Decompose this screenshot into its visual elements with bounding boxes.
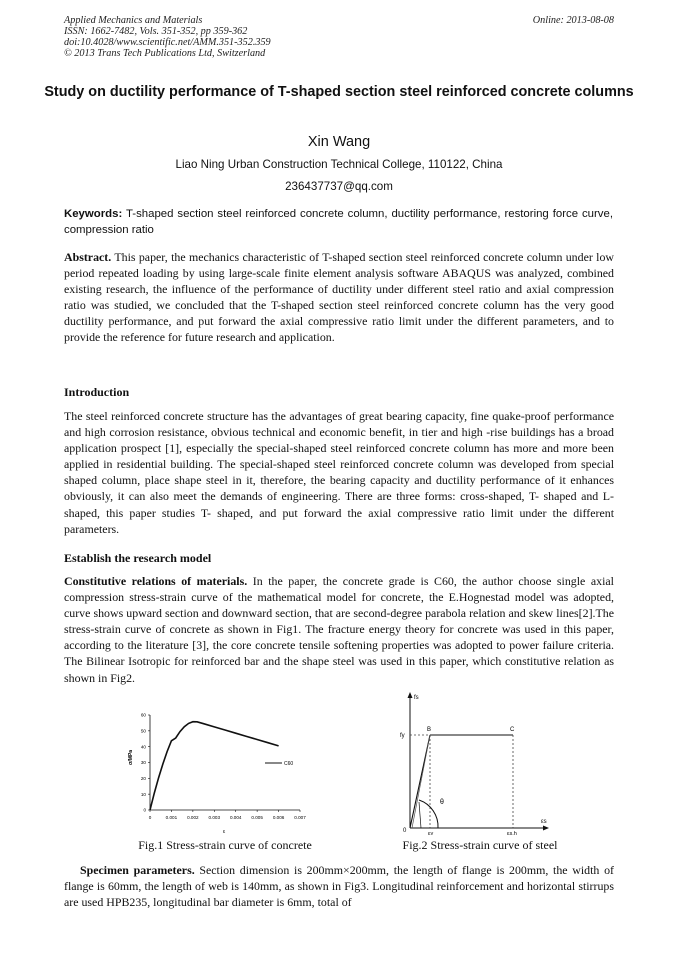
keywords-label: Keywords: <box>64 208 123 220</box>
fig1-xtick-label: 0.006 <box>272 815 285 820</box>
constitutive-text: In the paper, the concrete grade is C60, the author choose single axial compression stress-strain curve of the mathematical model for concrete, the E.Hognestad model was adopted, curve shows upward section and downward section, that are second-degree parabola relation and skew lines[2].The stress-strain curve of concrete as shown in Fig1. The fracture energy theory for concrete was used in this paper, according to the literature [3], the core concrete tensile softening properties was adopted to power failure criteria. The Bilinear Isotropic for reinforced bar and the shape steel was used in this paper, which constitutive relation as shown in Fig2. <box>64 574 614 685</box>
fig2-ey-label: εy <box>428 831 434 835</box>
fig1-xtick-label: 0.001 <box>165 815 178 820</box>
running-header <box>64 15 614 59</box>
fig1-ytick-label: 30 <box>140 760 146 766</box>
fig2-b-label: B <box>427 727 432 733</box>
fig2-x-arrow-icon <box>543 826 549 831</box>
issn: ISSN: 1662-7482, Vols. 351-352, pp 359-362 <box>64 26 248 37</box>
fig1-ytick-label: 60 <box>140 712 146 718</box>
fig1-ytick-label: 20 <box>140 775 146 781</box>
fig2-caption: Fig.2 Stress-strain curve of steel <box>402 838 558 852</box>
fig1-concrete-chart <box>110 705 320 835</box>
introduction-heading: Introduction <box>64 385 130 399</box>
fig1-ytick-label: 50 <box>140 728 146 734</box>
fig1-series-line-c60 <box>150 722 279 810</box>
fig2-fy-label: fy <box>400 733 405 739</box>
fig1-xtick-label: 0.003 <box>208 815 221 820</box>
fig1-xtick-label: 0 <box>148 815 152 820</box>
fig2-origin-label: 0 <box>403 828 407 834</box>
fig2-unload-line <box>419 802 421 828</box>
abstract <box>64 249 614 346</box>
abstract-text: This paper, the mechanics characteristic of T-shaped section steel reinforced concrete column under low period repeated loading by using large-scale finite element analysis software ABAQUS was analyzed, combined existing research, the influence of the performance of ductility under different steel ratio and axial compression ratio was studied, we concluded that the T-shaped section steel reinforced concrete column has the very good ductility performance, and put forward the axial compressive ratio limit under the different parameters, and to provide the reference for future research and application. <box>64 250 614 345</box>
specimen-label: Specimen parameters. <box>80 863 195 877</box>
journal-name: Applied Mechanics and Materials <box>64 15 203 26</box>
fig1-ytick-label: 40 <box>140 744 146 750</box>
fig2-y-arrow-icon <box>408 692 413 698</box>
fig1-xtick-label: 0.002 <box>187 815 199 820</box>
keywords-text: T-shaped section steel reinforced concrete column, ductility performance, restoring force curve, compression ratio <box>64 208 613 236</box>
fig1-xlabel: ε <box>223 829 226 835</box>
affiliation: Liao Ning Urban Construction Technical College, 110122, China <box>175 158 503 171</box>
abstract-label: Abstract. <box>64 250 112 264</box>
fig1-caption: Fig.1 Stress-strain curve of concrete <box>138 838 312 852</box>
fig2-theta-label: θ <box>440 799 444 806</box>
copyright: © 2013 Trans Tech Publications Ltd, Switzerland <box>64 48 266 59</box>
author-name: Xin Wang <box>307 134 371 150</box>
fig2-esh-label: εs,h <box>507 831 517 835</box>
fig1-ytick-label: 10 <box>140 791 146 797</box>
constitutive-label: Constitutive relations of materials. <box>64 574 248 588</box>
specimen-text: Section dimension is 200mm×200mm, the length of flange is 200mm, the width of flange is 60mm, the length of web is 140mm, as shown in Fig3. Longitudinal reinforcement and horizontal stirrups are used HPB235, longitudinal bar diameter is 6mm, total of <box>64 863 614 910</box>
fig1-legend-label: C60 <box>284 761 294 767</box>
fig1-ytick-label: 0 <box>143 807 146 813</box>
online-date: Online: 2013-08-08 <box>532 15 614 26</box>
fig2-elastic-line-2 <box>412 735 430 828</box>
fig2-theta-arc <box>419 800 438 828</box>
fig1-xtick-label: 0.007 <box>294 815 306 820</box>
fig2-axis-y-label: fs <box>414 695 419 701</box>
constitutive-paragraph <box>64 573 614 686</box>
introduction-text: The steel reinforced concrete structure has the advantages of great bearing capacity, fine quake-proof performance and high corrosion resistance, obvious technical and economic benefit, in tier and high -rise buildings has a broad application prospect [1], especially the special-shaped steel reinforced concrete column has more and more been applied in residential building. The special-shaped steel reinforced concrete column was developed from special shaped column, place shape steel in it, therefore, the bearing capacity and ductility performance of it enhances obviously, it can also meet the demands of engineering. There are three forms: cross-shaped, T- shaped and L- shaped, this paper studies T- shaped, and put forward the axial compressive ratio limit under the different parameters. <box>64 409 614 536</box>
fig2-c-label: C <box>510 727 515 733</box>
fig1-xtick-label: 0.005 <box>251 815 263 820</box>
fig1-ylabel: σ/MPa <box>128 749 134 765</box>
fig1-ticks <box>141 713 306 820</box>
author-email: 236437737@qq.com <box>285 180 393 193</box>
fig1-xtick-label: 0.004 <box>229 815 242 820</box>
fig2-axis-x-label: εs <box>541 819 547 825</box>
model-heading: Establish the research model <box>64 551 212 565</box>
paper-title: Study on ductility performance of T-shaped section steel reinforced concrete columns <box>44 84 634 100</box>
fig2-steel-diagram <box>395 690 555 835</box>
doi: doi:10.4028/www.scientific.net/AMM.351-352.359 <box>64 37 271 48</box>
keywords <box>64 207 613 238</box>
specimen-paragraph <box>64 862 614 910</box>
